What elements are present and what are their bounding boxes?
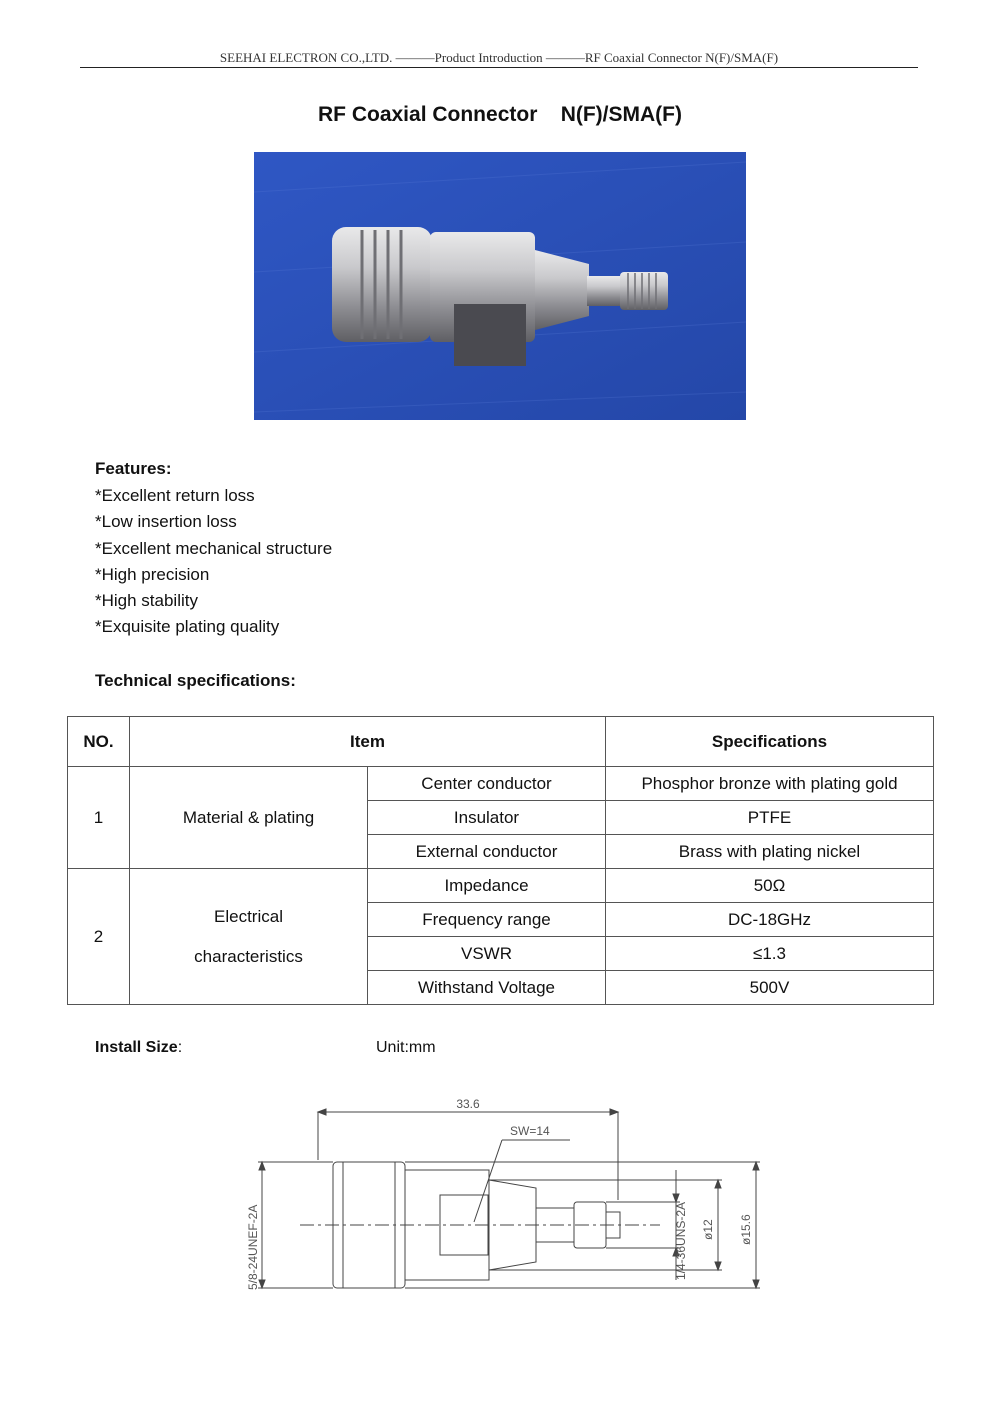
dimension-wrench: SW=14 [510,1124,550,1138]
length-dimension [318,1097,618,1200]
table-row [68,869,934,903]
item-frequency-range: Frequency range [368,903,606,937]
group-2-name-line: Electrical [214,906,283,926]
unit-label: Unit:mm [376,1039,436,1056]
dimension-length: 33.6 [456,1097,480,1111]
group-1-no: 1 [68,767,130,869]
header-no: NO. [68,717,130,767]
install-size-label [95,1039,182,1057]
feature-item: *High precision [95,564,210,584]
dimension-dia-outer: ø15.6 [739,1214,753,1245]
feature-item: *High stability [95,591,198,611]
spec-insulator: PTFE [606,801,934,835]
spec-impedance: 50Ω [606,869,934,903]
item-external-conductor: External conductor [368,835,606,869]
spec-center-conductor: Phosphor bronze with plating gold [606,767,934,801]
spec-vswr: ≤1.3 [606,937,934,971]
group-1-name: Material & plating [130,767,368,869]
connector-photo [254,152,746,420]
install-size-text: Install Size [95,1039,178,1056]
header-rule [80,67,918,68]
dimension-thread-sma: 1/4-36UNS-2A [674,1201,688,1280]
item-vswr: VSWR [368,937,606,971]
group-2-no: 2 [68,869,130,1005]
feature-item: *Excellent return loss [95,486,255,505]
table-row [68,767,934,801]
install-size-colon: : [177,1039,183,1056]
header-item: Item [130,717,606,767]
dimension-dia-inner: ø12 [701,1219,715,1240]
feature-item: *Low insertion loss [95,512,237,532]
spec-header-row [68,717,934,767]
spec-external-conductor: Brass with plating nickel [606,835,934,869]
sma-neck [587,276,622,306]
install-size-drawing [240,1090,770,1310]
features-heading: Features: [95,459,172,478]
spec-withstand-voltage: 500V [606,971,934,1005]
group-2-name-line: characteristics [194,946,303,966]
spec-table [67,716,934,1005]
group-2-name [130,869,368,1005]
page-title: RF Coaxial Connector N(F)/SMA(F) [318,103,682,126]
taper [535,250,589,330]
page-header: SEEHAI ELECTRON CO.,LTD. ———Product Introduction ———RF Coaxial Connector N(F)/SMA(F) [219,50,779,65]
header-specifications: Specifications [606,717,934,767]
item-withstand-voltage: Withstand Voltage [368,971,606,1005]
left-thread-dimension [246,1162,333,1290]
item-center-conductor: Center conductor [368,767,606,801]
feature-item: *Excellent mechanical structure [95,538,333,558]
features-list [95,485,332,643]
n-thread-body [332,227,432,342]
dimension-thread-n: 5/8-24UNEF-2A [246,1204,260,1290]
feature-item: *Exquisite plating quality [95,617,280,637]
item-insulator: Insulator [368,801,606,835]
spec-frequency-range: DC-18GHz [606,903,934,937]
tech-spec-heading: Technical specifications: [95,671,296,690]
sma-thread [620,272,668,310]
item-impedance: Impedance [368,869,606,903]
wrench-flat [454,304,526,366]
